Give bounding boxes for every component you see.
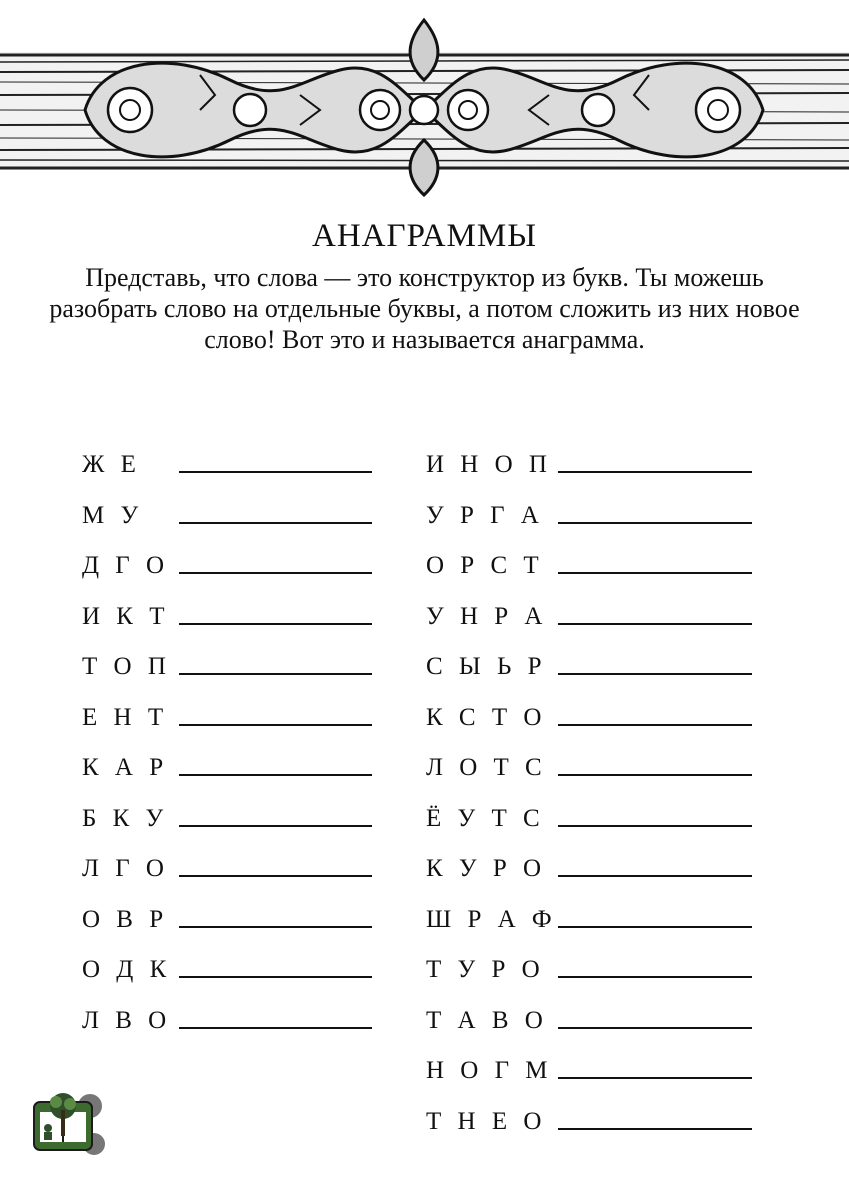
answer-line[interactable] <box>179 976 372 978</box>
anagram-word: К С Т О <box>426 703 547 731</box>
anagram-word: И Н О П <box>426 451 552 478</box>
answer-line[interactable] <box>558 825 752 827</box>
answer-line[interactable] <box>558 1128 752 1130</box>
ornamental-banner <box>0 0 849 200</box>
anagram-word: Д Г О <box>82 552 170 579</box>
anagram-word: Н О Г М <box>426 1057 553 1084</box>
answer-line[interactable] <box>179 471 372 473</box>
anagram-word: К У Р О <box>426 855 547 882</box>
anagram-word: О В Р <box>82 905 169 933</box>
answer-line[interactable] <box>179 724 372 726</box>
book-tree-logo <box>28 1088 108 1160</box>
anagram-word: Ё У Т С <box>426 804 545 832</box>
anagram-word: О Р С Т <box>426 552 544 579</box>
answer-line[interactable] <box>558 1027 752 1029</box>
answer-line[interactable] <box>558 875 752 877</box>
answer-line[interactable] <box>558 1077 752 1079</box>
anagram-word: У Н Р А <box>426 602 548 630</box>
anagram-word: У Р Г А <box>426 501 544 529</box>
page-title: АНАГРАММЫ <box>312 218 537 254</box>
answer-line[interactable] <box>179 875 372 877</box>
anagram-word: Ж Е <box>82 451 141 478</box>
answer-line[interactable] <box>179 572 372 574</box>
answer-line[interactable] <box>558 724 752 726</box>
anagram-word: Е Н Т <box>82 703 169 731</box>
anagram-word: Л Г О <box>82 855 169 882</box>
answer-line[interactable] <box>558 572 752 574</box>
answer-line[interactable] <box>179 1027 372 1029</box>
anagram-word: С Ы Ь Р <box>426 653 547 680</box>
anagram-word: Т А В О <box>426 1006 548 1034</box>
answer-line[interactable] <box>179 673 372 675</box>
answer-line[interactable] <box>179 774 372 776</box>
anagram-word: Т Н Е О <box>426 1107 547 1135</box>
anagram-word: Т У Р О <box>426 956 545 983</box>
answer-line[interactable] <box>558 623 752 625</box>
answer-line[interactable] <box>558 976 752 978</box>
anagram-word: К А Р <box>82 754 169 781</box>
intro-text: Представь, что слова — это конструктор из букв. Ты можешь разобрать слово на отдельные буквы, а потом сложить из них новое слово! Вот это и называется анаграмма. <box>49 263 800 354</box>
anagram-word: И К Т <box>82 602 170 630</box>
anagram-word: Л В О <box>82 1006 172 1034</box>
answer-line[interactable] <box>179 623 372 625</box>
answer-line[interactable] <box>558 522 752 524</box>
anagram-word: М У <box>82 501 144 529</box>
anagram-word: Ш Р А Ф <box>426 905 557 933</box>
anagram-word: Б К У <box>82 804 169 832</box>
answer-line[interactable] <box>179 926 372 928</box>
anagram-word: Л О Т С <box>426 754 547 781</box>
answer-line[interactable] <box>558 673 752 675</box>
answer-line[interactable] <box>558 471 752 473</box>
answer-line[interactable] <box>179 825 372 827</box>
answer-line[interactable] <box>179 522 372 524</box>
anagram-word: Т О П <box>82 653 171 680</box>
anagram-word: О Д К <box>82 956 172 983</box>
answer-line[interactable] <box>558 926 752 928</box>
answer-line[interactable] <box>558 774 752 776</box>
